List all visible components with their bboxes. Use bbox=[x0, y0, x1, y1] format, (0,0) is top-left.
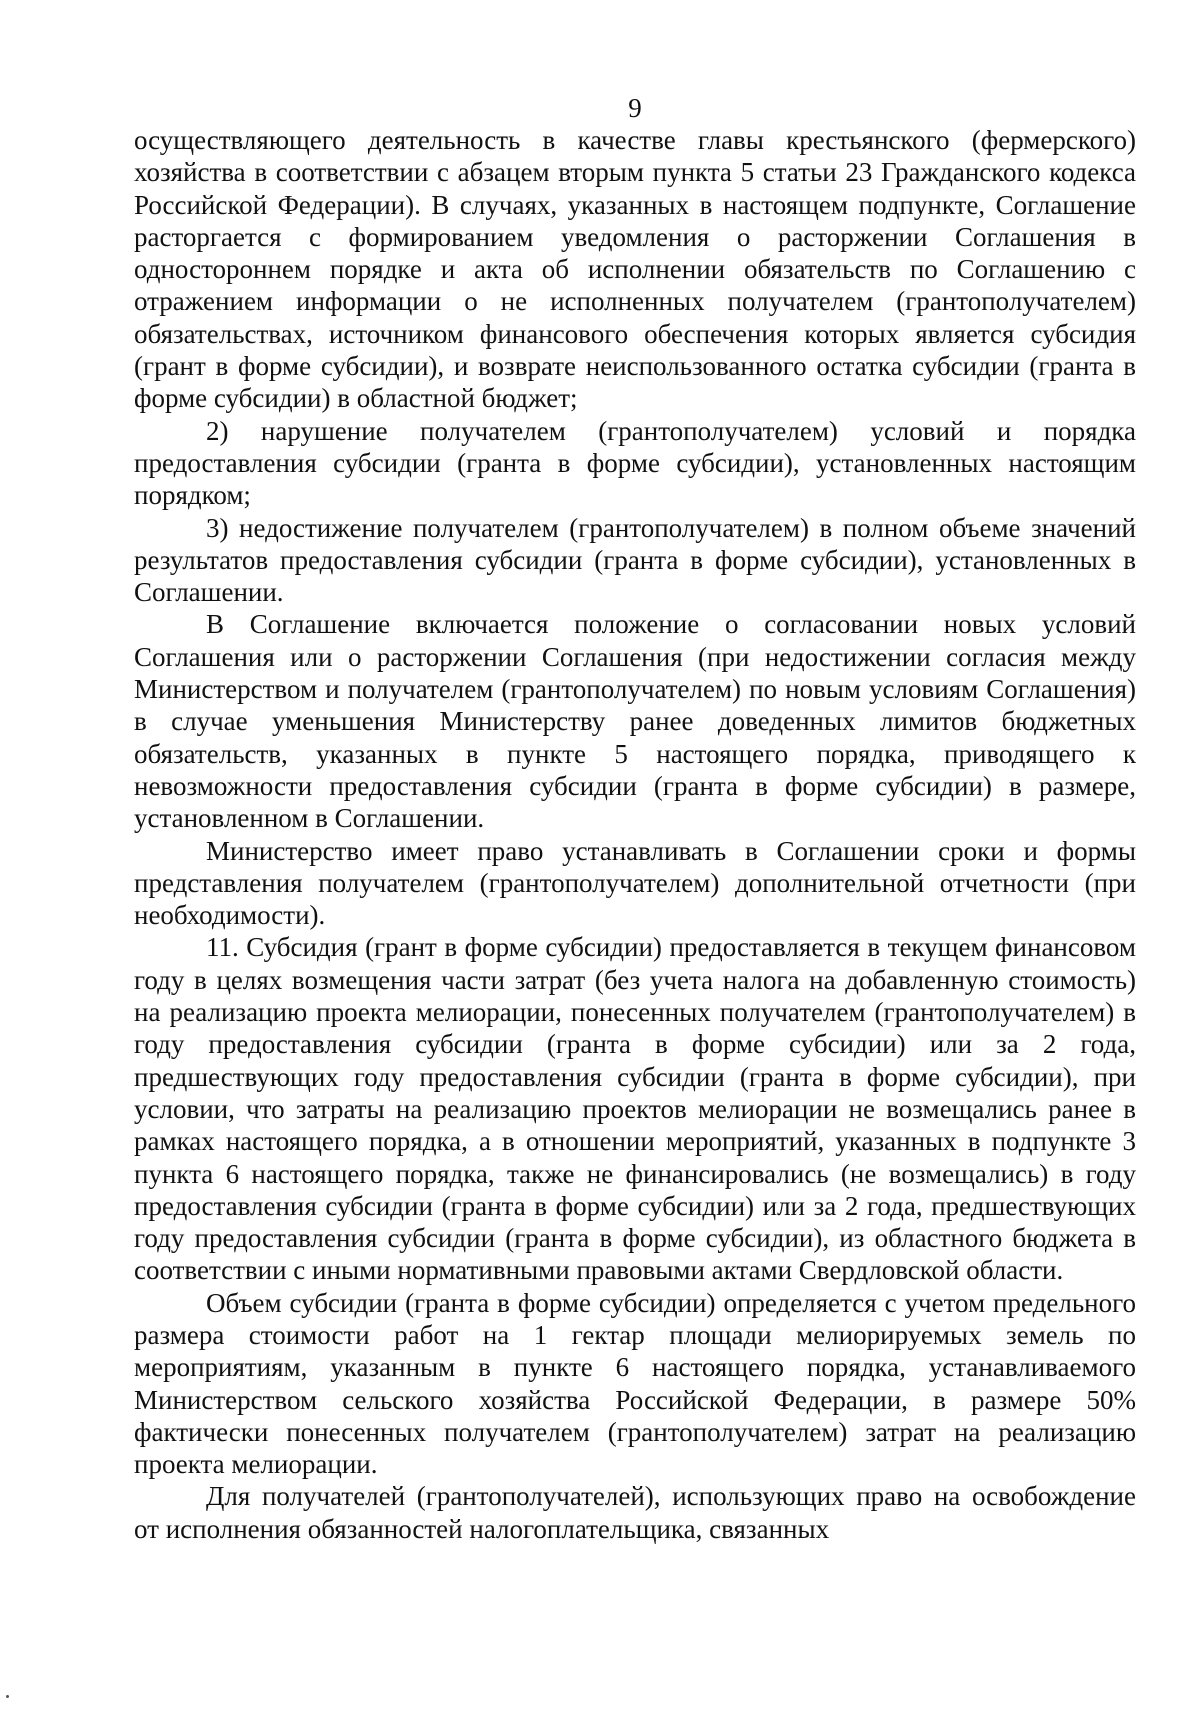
paragraph-agreement-terms: В Соглашение включается положение о согласовании новых условий Соглашения или о расторжении Соглашения (при недостижении согласия между Министерством и получателем (грантополучателем) по новым условиям Соглашения) в случае уменьшения Министерству ранее доведенных лимитов бюджетных обязательств, указанных в пункте 5 настоящего порядка, приводящего к невозможности предоставления субсидии (гранта в форме субсидии) в размере, установленном в Соглашении. bbox=[134, 609, 1136, 834]
scan-dot bbox=[6, 1695, 9, 1698]
paragraph-item-2: 2) нарушение получателем (грантополучателем) условий и порядка предоставления субсидии (гранта в форме субсидии), установленных настоящим порядком; bbox=[134, 415, 1136, 511]
paragraph-tax-exemption: Для получателей (грантополучателей), использующих право на освобождение от исполнения обязанностей налогоплательщика, связанных bbox=[134, 1481, 1136, 1544]
document-body bbox=[134, 124, 1136, 1545]
page-number: 9 bbox=[628, 93, 642, 123]
paragraph-item-3: 3) недостижение получателем (грантополучателем) в полном объеме значений результатов предоставления субсидии (гранта в форме субсидии), установленных в Соглашении. bbox=[134, 512, 1136, 608]
paragraph-reporting: Министерство имеет право устанавливать в Соглашении сроки и формы представления получателем (грантополучателем) дополнительной отчетности (при необходимости). bbox=[134, 835, 1136, 931]
paragraph-subsidy-volume: Объем субсидии (гранта в форме субсидии) определяется с учетом предельного размера стоимости работ на 1 гектар площади мелиорируемых земель по мероприятиям, указанным в пункте 6 настоящего порядка, устанавливаемого Министерством сельского хозяйства Российской Федерации, в размере 50% фактически понесенных получателем (грантополучателем) затрат на реализацию проекта мелиорации. bbox=[134, 1287, 1136, 1480]
paragraph-clause-11: 11. Субсидия (грант в форме субсидии) предоставляется в текущем финансовом году в целях возмещения части затрат (без учета налога на добавленную стоимость) на реализацию проекта мелиорации, понесенных получателем (грантополучателем) в году предоставления субсидии (гранта в форме субсидии) или за 2 года, предшествующих году предоставления субсидии (гранта в форме субсидии), при условии, что затраты на реализацию проектов мелиорации не возмещались ранее в рамках настоящего порядка, а в отношении мероприятий, указанных в подпункте 3 пункта 6 настоящего порядка, также не финансировались (не возмещались) в году предоставления субсидии (гранта в форме субсидии) или за 2 года, предшествующих году предоставления субсидии (гранта в форме субсидии), из областного бюджета в соответствии с иными нормативными правовыми актами Свердловской области. bbox=[134, 932, 1136, 1286]
paragraph-continuation: осуществляющего деятельность в качестве главы крестьянского (фермерского) хозяйства в соответствии с абзацем вторым пункта 5 статьи 23 Гражданского кодекса Российской Федерации). В случаях, указанных в настоящем подпункте, Соглашение расторгается с формированием уведомления о расторжении Соглашения в одностороннем порядке и акта об исполнении обязательств по Соглашению с отражением информации о не исполненных получателем (грантополучателем) обязательствах, источником финансового обеспечения которых является субсидия (грант в форме субсидии), и возврате неиспользованного остатка субсидии (гранта в форме субсидии) в областной бюджет; bbox=[134, 125, 1136, 414]
